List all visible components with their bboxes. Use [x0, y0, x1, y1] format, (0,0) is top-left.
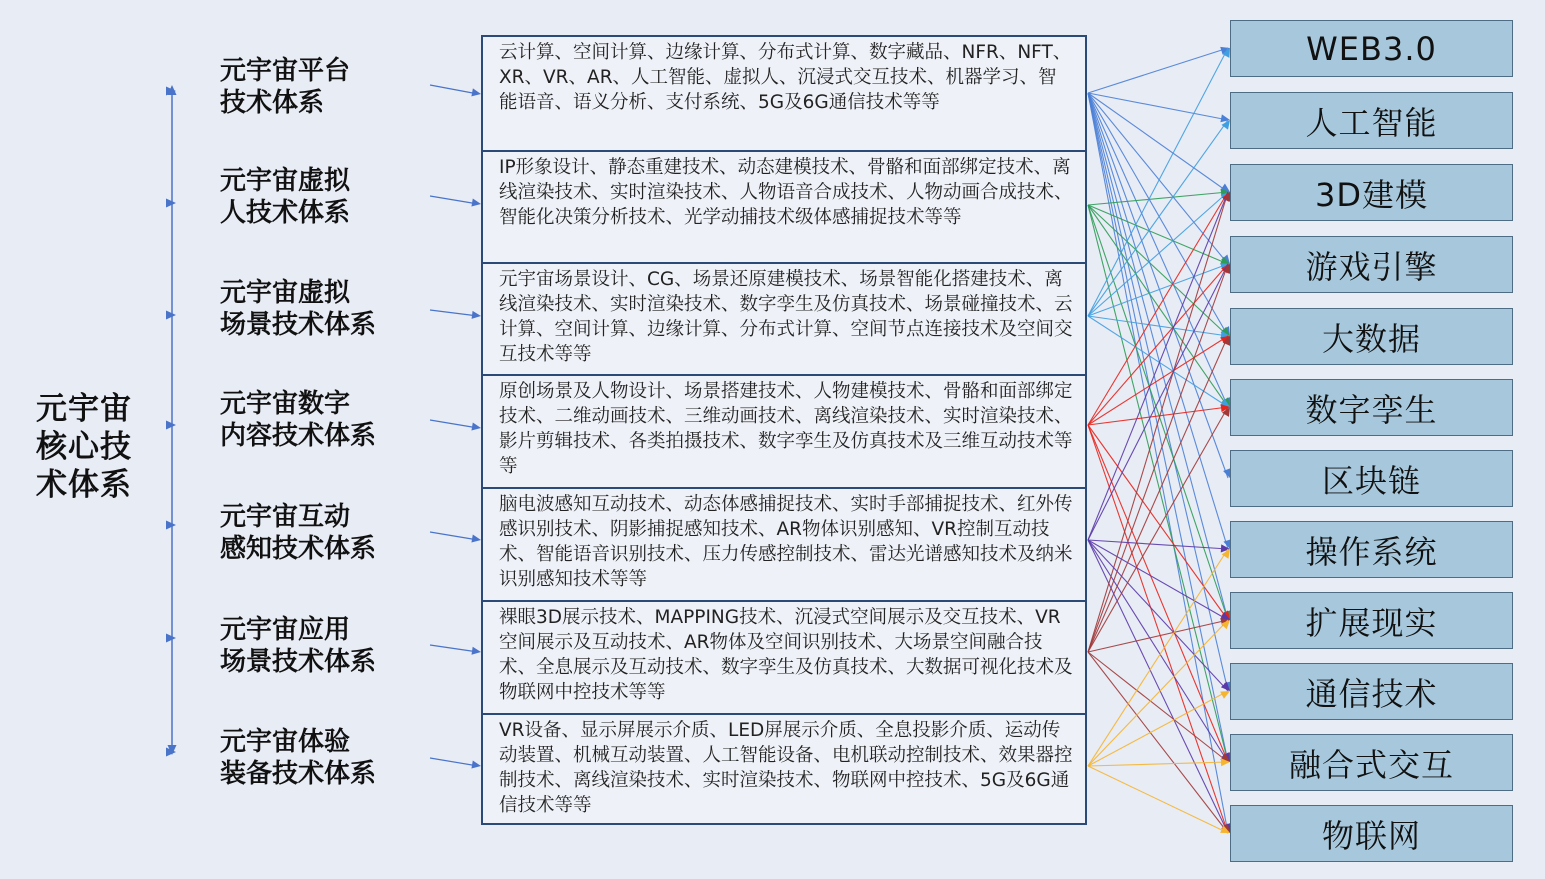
- description-virtual-scene: 元宇宙场景设计、CG、场景还原建模技术、场景智能化搭建技术、离线渲染技术、实时渲染技术、数字孪生及仿真技术、场景碰撞技术、云计算、空间计算、边缘计算、分布式计算、空间节点连接技术及空间交互技术等等: [483, 264, 1085, 376]
- connection-line: [1088, 766, 1228, 833]
- tag-communication: 通信技术: [1230, 663, 1513, 720]
- description-application: 裸眼3D展示技术、MAPPING技术、沉浸式空间展示及交互技术、VR空间展示及互动技术、AR物体及空间识别技术、大场景空间融合技术、全息展示及互动技术、数字孪生及仿真技术、大数据可视化技术及物联网中控技术等等: [483, 602, 1085, 715]
- connection-line: [1088, 93, 1228, 336]
- connection-line: [1088, 93, 1228, 264]
- description-virtual-human: IP形象设计、静态重建技术、动态建模技术、骨骼和面部绑定技术、离线渲染技术、实时渲染技术、人物语音合成技术、人物动画合成技术、智能化决策分析技术、光学动捕技术级体感捕捉技术等等: [483, 152, 1085, 264]
- category-connector-line: [430, 196, 478, 204]
- description-equipment: VR设备、显示屏展示介质、LED屏展示介质、全息投影介质、运动传动装置、机械互动装置、人工智能设备、电机联动控制技术、效果器控制技术、离线渲染技术、实时渲染技术、物联网中控技术、5G及6G通信技术等等: [499, 720, 1073, 816]
- tag-iot: 物联网: [1230, 805, 1513, 862]
- root-title: [24, 390, 144, 504]
- category-connector-arrow: [471, 535, 481, 543]
- connection-line: [1088, 48, 1228, 93]
- category-line: 感知技术体系: [220, 534, 377, 564]
- connection-line: [1088, 540, 1228, 620]
- category-connector-line: [430, 420, 478, 428]
- root-title-line: 术体系: [36, 467, 132, 503]
- category-line: 元宇宙平台: [220, 56, 351, 86]
- category-connector-line: [430, 645, 478, 652]
- connection-line: [1088, 93, 1228, 762]
- tag-blockchain: 区块链: [1230, 450, 1513, 507]
- connection-line: [1088, 93, 1228, 192]
- category-line: 元宇宙体验: [220, 727, 351, 757]
- category-line: 装备技术体系: [220, 759, 377, 789]
- category-connector-line: [430, 85, 478, 94]
- category-connector-arrow: [471, 761, 481, 769]
- tag-big-data: 大数据: [1230, 308, 1513, 365]
- tag-web3: WEB3.0: [1230, 20, 1513, 77]
- category-connector-arrow: [471, 199, 481, 207]
- tag-ai: 人工智能: [1230, 92, 1513, 149]
- connection-line: [1088, 762, 1228, 766]
- category-connector-arrow: [471, 88, 481, 96]
- connection-line: [1088, 316, 1228, 336]
- category-line: 元宇宙数字: [220, 389, 351, 419]
- tree-branch-arrow: [166, 421, 176, 430]
- connection-line: [1088, 192, 1228, 540]
- tag-fusion-interaction: 融合式交互: [1230, 734, 1513, 791]
- connection-line: [1088, 93, 1228, 120]
- category-line: 元宇宙虚拟: [220, 278, 351, 308]
- category-connector-line: [430, 532, 478, 540]
- tree-branch-arrow: [166, 521, 176, 530]
- connection-line: [1088, 336, 1228, 652]
- tree-branch-arrow: [166, 199, 176, 208]
- tag-operating-system: 操作系统: [1230, 521, 1513, 578]
- connection-line: [1088, 192, 1228, 316]
- category-line: 内容技术体系: [220, 421, 377, 451]
- category-equipment: [220, 726, 420, 790]
- connection-line: [1088, 425, 1228, 833]
- description-interaction: 脑电波感知互动技术、动态体感捕捉技术、实时手部捕捉技术、红外传感识别技术、阴影捕捉感知技术、AR物体识别感知、VR控制互动技术、智能语音识别技术、压力传感控制技术、雷达光谱感知技术及纳米识别感知技术等等: [483, 489, 1085, 602]
- connection-line: [1088, 620, 1228, 652]
- category-line: 场景技术体系: [220, 310, 377, 340]
- category-platform: [220, 55, 420, 119]
- connection-line: [1088, 620, 1228, 766]
- tag-game-engine: 游戏引擎: [1230, 236, 1513, 293]
- connection-line: [1088, 93, 1228, 407]
- connection-line: [1088, 205, 1228, 620]
- tag-extended-reality: 扩展现实: [1230, 592, 1513, 649]
- tree-branch-arrow: [166, 634, 176, 643]
- category-connector-line: [430, 310, 478, 316]
- tag-3d-modeling: 3D建模: [1230, 164, 1513, 221]
- category-interaction: [220, 501, 420, 565]
- category-line: 人技术体系: [220, 198, 351, 228]
- tag-digital-twin: 数字孪生: [1230, 379, 1513, 436]
- category-connector-arrow: [471, 423, 481, 431]
- description-digital-content: 原创场景及人物设计、场景搭建技术、人物建模技术、骨骼和面部绑定技术、二维动画技术、三维动画技术、离线渲染技术、实时渲染技术、影片剪辑技术、各类拍摄技术、数字孪生及仿真技术及三维互动技术等等: [483, 376, 1085, 489]
- category-line: 场景技术体系: [220, 647, 377, 677]
- root-title-line: 元宇宙: [36, 391, 132, 427]
- tree-branch-arrow: [166, 311, 176, 320]
- category-line: 技术体系: [220, 88, 325, 118]
- category-line: 元宇宙互动: [220, 502, 351, 532]
- category-connector-arrow: [472, 311, 481, 319]
- connection-line: [1088, 425, 1228, 620]
- connection-line: [1088, 205, 1228, 336]
- category-digital-content: [220, 388, 420, 452]
- description-platform: 云计算、空间计算、边缘计算、分布式计算、数字藏品、NFR、NFT、XR、VR、AR、人工智能、虚拟人、沉浸式交互技术、机器学习、智能语音、语义分析、支付系统、5G及6G通信技术等等: [483, 37, 1085, 152]
- root-title-line: 核心技: [36, 429, 132, 465]
- category-virtual-scene: [220, 277, 420, 341]
- connection-line: [1088, 93, 1228, 833]
- technology-description-panel: [481, 35, 1087, 825]
- category-connector-arrow: [472, 647, 481, 655]
- category-connector-line: [430, 758, 478, 766]
- category-line: 元宇宙虚拟: [220, 166, 351, 196]
- category-line: 元宇宙应用: [220, 615, 351, 645]
- category-application: [220, 614, 420, 678]
- category-virtual-human: [220, 165, 420, 229]
